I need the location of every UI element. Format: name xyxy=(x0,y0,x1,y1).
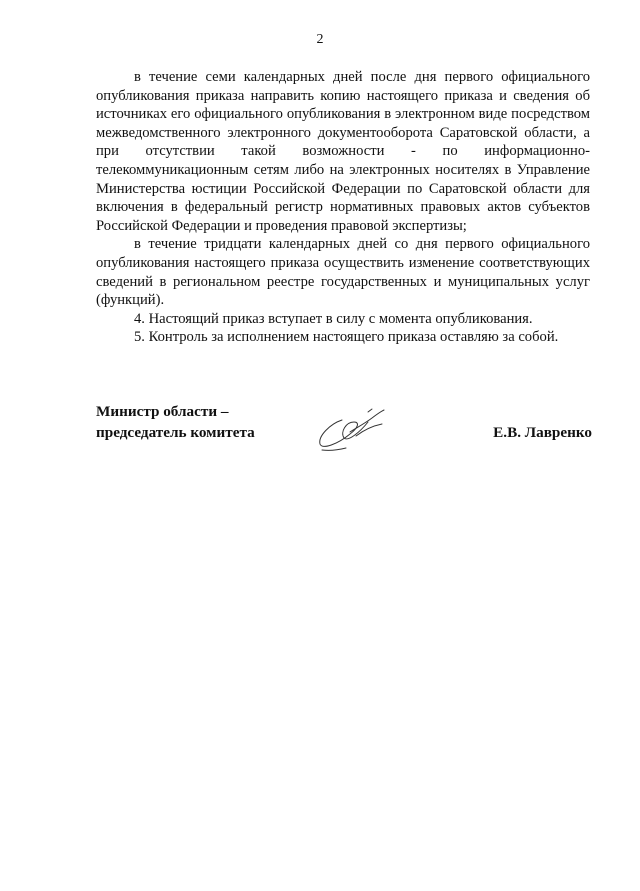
signatory-title-line-2: председатель комитета xyxy=(96,424,255,441)
document-body xyxy=(96,68,590,347)
paragraph-registry-update: в течение тридцати календарных дней со дня первого официального опубликования настоящего приказа осуществить изменение соответствующих сведений в региональном реестре государственных и муниципальных услуг (функций). xyxy=(96,236,590,309)
paragraph-effective-date: 4. Настоящий приказ вступает в силу с момента опубликования. xyxy=(134,310,533,327)
paragraph-control: 5. Контроль за исполнением настоящего приказа оставляю за собой. xyxy=(134,329,559,346)
signatory-title-line-1: Министр области – xyxy=(96,403,229,420)
signatory-name: Е.В. Лавренко xyxy=(493,424,592,441)
page-number: 2 xyxy=(316,32,324,47)
paragraph-publication-copy: в течение семи календарных дней после дня первого официального опубликования приказа направить копию настоящего приказа и сведения об источниках его официального опубликования в электронном виде посредством межведомственного электронного документооборота Саратовской области, а при отсутствии такой возможности - по информационно-телекоммуникационным сетям либо на электронных носителях в Управление Министерства юстиции Российской Федерации по Саратовской области для включения в федеральный регистр нормативных правовых актов субъектов Российской Федерации и проведения правовой экспертизы; xyxy=(96,69,590,234)
signatory-title xyxy=(96,401,255,443)
handwritten-signature xyxy=(310,398,390,456)
